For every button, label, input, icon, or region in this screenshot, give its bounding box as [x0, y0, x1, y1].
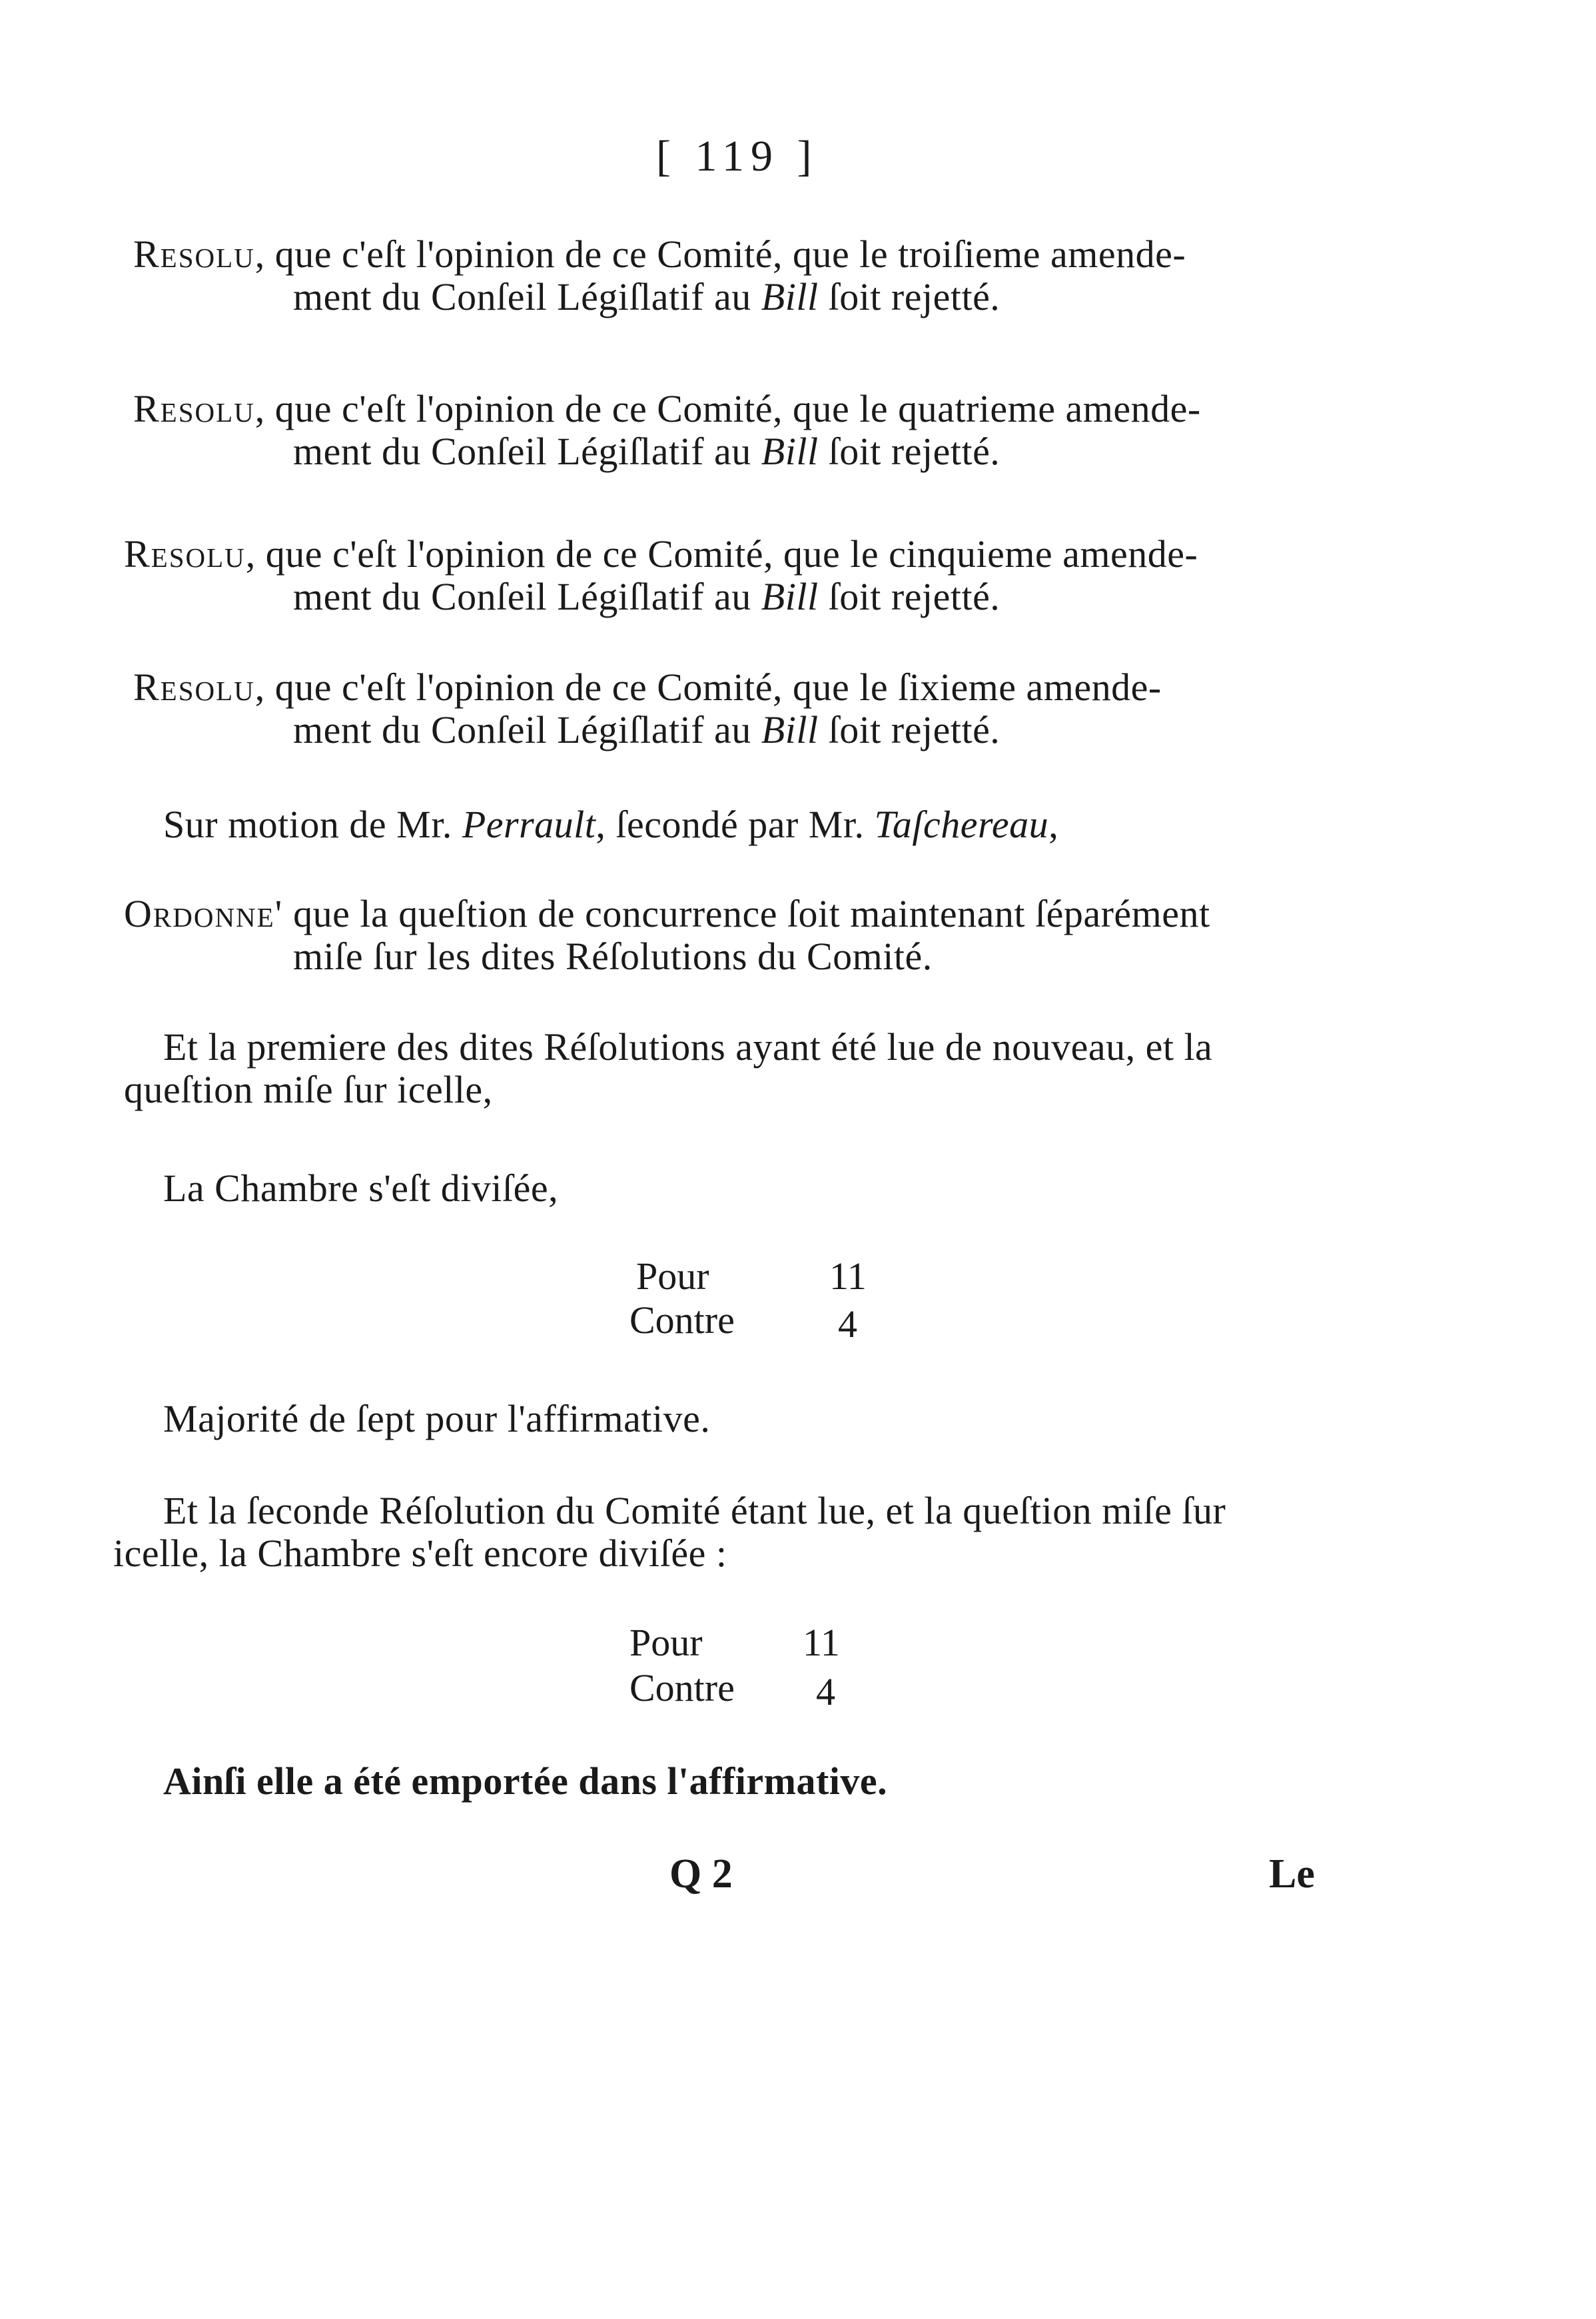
carried-line: Ainſi elle a été emportée dans l'affirmative. [163, 1759, 888, 1803]
seconder-name: Taſchereau [874, 803, 1049, 846]
order-line-1 [124, 893, 1210, 935]
vote-2-contre-label: Contre [629, 1666, 735, 1709]
resolution-lead: Resolu [124, 532, 246, 576]
resolution-6-line-2 [293, 709, 1000, 751]
bill-word: Bill [761, 708, 819, 751]
resolution-text: , que c'eſt l'opinion de ce Comité, que le quatrieme amende- [254, 387, 1201, 430]
page-number: [ 119 ] [656, 132, 819, 181]
motion-text: , ſecondé par Mr. [596, 803, 875, 846]
bill-word: Bill [761, 275, 819, 318]
resolution-4-line-2 [293, 430, 1000, 473]
resolution-4-line-1 [133, 388, 1201, 430]
vote-2-pour-count: 11 [803, 1621, 840, 1664]
signature-mark: Q 2 [669, 1851, 733, 1897]
vote-1-contre-label: Contre [629, 1298, 735, 1342]
resolution-3-line-1 [133, 233, 1186, 276]
first-read-line-1: Et la premiere des dites Réſolutions ayant été lue de nouveau, et la [163, 1025, 1213, 1069]
resolution-text: ment du Conſeil Légiſlatif au [293, 575, 761, 618]
resolution-text: ſoit rejetté. [818, 275, 1000, 318]
division-line: La Chambre s'eſt diviſée, [163, 1166, 559, 1210]
resolution-lead: Resolu [133, 666, 255, 709]
order-text: que la queſtion de concurrence ſoit maintenant ſéparément [283, 892, 1210, 935]
resolution-text: ment du Conſeil Légiſlatif au [293, 275, 761, 318]
resolution-text: ſoit rejetté. [818, 430, 1000, 473]
vote-2-pour-label: Pour [629, 1621, 703, 1664]
vote-2-contre-count: 4 [816, 1670, 835, 1713]
second-read-line-2: icelle, la Chambre s'eſt encore diviſée : [113, 1532, 727, 1575]
order-lead: Ordonne' [124, 892, 284, 935]
order-line-2: miſe ſur les dites Réſolutions du Comité. [293, 935, 933, 978]
resolution-text: , que c'eſt l'opinion de ce Comité, que le troiſieme amende- [254, 232, 1186, 276]
vote-1-pour-label: Pour [636, 1254, 709, 1298]
bill-word: Bill [761, 575, 819, 618]
resolution-text: , que c'eſt l'opinion de ce Comité, que le cinquieme amende- [245, 532, 1198, 576]
bill-word: Bill [761, 430, 819, 473]
resolution-text: ſoit rejetté. [818, 708, 1000, 751]
catchword: Le [1269, 1851, 1315, 1897]
resolution-lead: Resolu [133, 387, 255, 430]
vote-1-contre-count: 4 [838, 1302, 857, 1346]
resolution-5-line-2 [293, 576, 1000, 618]
resolution-6-line-1 [133, 666, 1162, 709]
resolution-3-line-2 [293, 276, 1000, 318]
majority-line: Majorité de ſept pour l'affirmative. [163, 1397, 711, 1440]
resolution-5-line-1 [124, 533, 1198, 576]
resolution-text: ment du Conſeil Légiſlatif au [293, 708, 761, 751]
resolution-text: ment du Conſeil Légiſlatif au [293, 430, 761, 473]
vote-1-pour-count: 11 [829, 1254, 867, 1298]
resolution-text: ſoit rejetté. [818, 575, 1000, 618]
motion-text: , [1048, 803, 1059, 846]
resolution-text: , que c'eſt l'opinion de ce Comité, que le ſixieme amende- [254, 666, 1162, 709]
resolution-lead: Resolu [133, 232, 255, 276]
second-read-line-1: Et la ſeconde Réſolution du Comité étant lue, et la queſtion miſe ſur [163, 1489, 1226, 1532]
motion-text: Sur motion de Mr. [163, 803, 462, 846]
motion-line [163, 803, 1058, 846]
mover-name: Perrault [462, 803, 596, 846]
first-read-line-2: queſtion miſe ſur icelle, [124, 1068, 493, 1111]
